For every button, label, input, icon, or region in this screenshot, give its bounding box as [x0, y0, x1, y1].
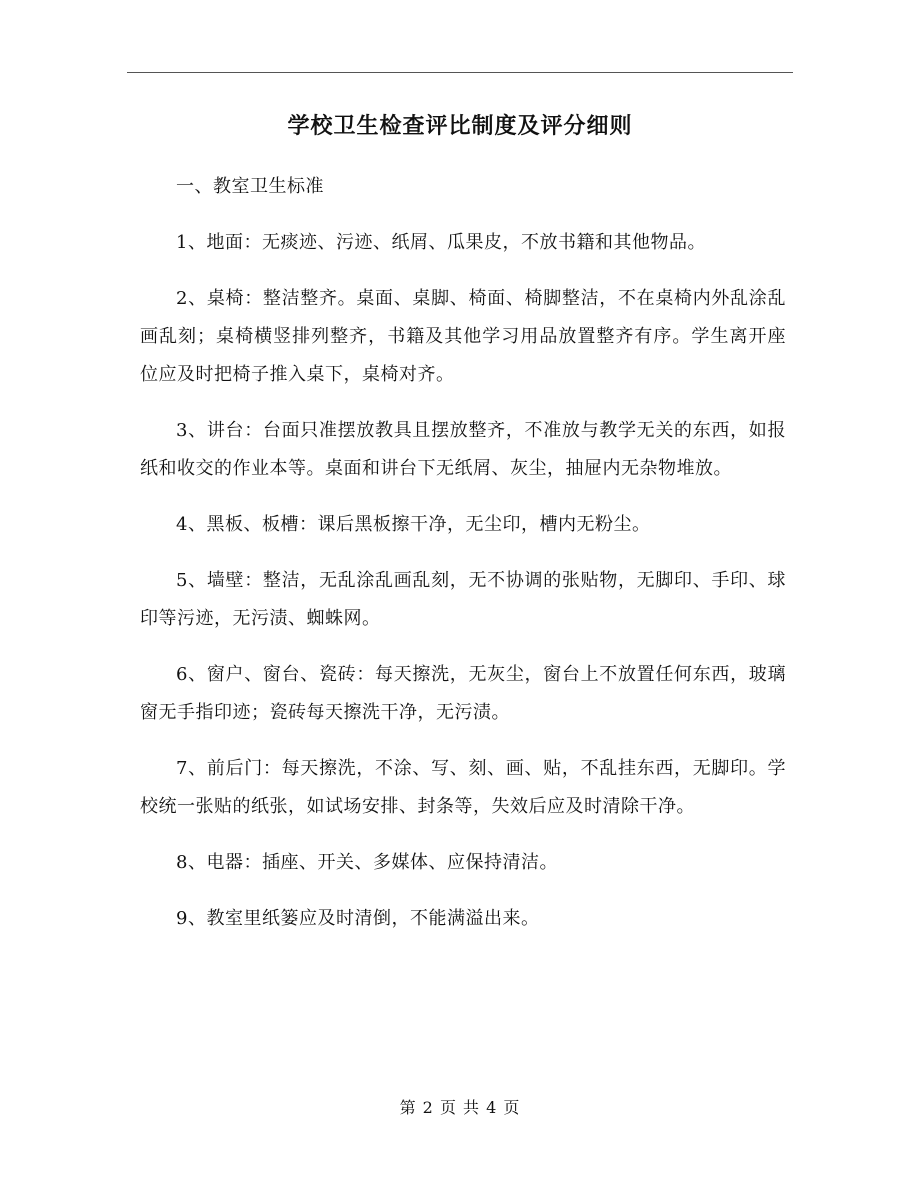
paragraph-wastebasket: 9、教室里纸篓应及时清倒，不能满溢出来。 [176, 908, 540, 929]
paragraph-walls: 5、墙壁：整洁，无乱涂乱画乱刻，无不协调的张贴物，无脚印、手印、球印等污迹，无污渍、蜘蛛网。 [140, 570, 786, 629]
paragraph-doors: 7、前后门：每天擦洗，不涂、写、刻、画、贴，不乱挂东西，无脚印。学校统一张贴的纸张，如试场安排、封条等，失效后应及时清除干净。 [140, 758, 786, 817]
paragraph-desks: 2、桌椅：整洁整齐。桌面、桌脚、椅面、椅脚整洁，不在桌椅内外乱涂乱画乱刻；桌椅横竖排列整齐，书籍及其他学习用品放置整齐有序。学生离开座位应及时把椅子推入桌下，桌椅对齐。 [140, 288, 786, 385]
paragraph-podium: 3、讲台：台面只准摆放教具且摆放整齐，不准放与教学无关的东西，如报纸和收交的作业本等。桌面和讲台下无纸屑、灰尘，抽屉内无杂物堆放。 [140, 420, 786, 479]
paragraph-floor: 1、地面：无痰迹、污迹、纸屑、瓜果皮，不放书籍和其他物品。 [176, 232, 706, 253]
document-body [140, 168, 786, 938]
header-rule [127, 72, 793, 73]
section-heading: 一、教室卫生标准 [176, 176, 324, 197]
paragraph-blackboard: 4、黑板、板槽：课后黑板擦干净，无尘印，槽内无粉尘。 [176, 514, 651, 535]
paragraph-windows: 6、窗户、窗台、瓷砖：每天擦洗，无灰尘，窗台上不放置任何东西，玻璃窗无手指印迹；瓷砖每天擦洗干净，无污渍。 [140, 664, 786, 723]
page-number: 第 2 页 共 4 页 [399, 1098, 521, 1117]
paragraph-electrical: 8、电器：插座、开关、多媒体、应保持清洁。 [176, 852, 558, 873]
document-title: 学校卫生检查评比制度及评分细则 [287, 113, 633, 139]
